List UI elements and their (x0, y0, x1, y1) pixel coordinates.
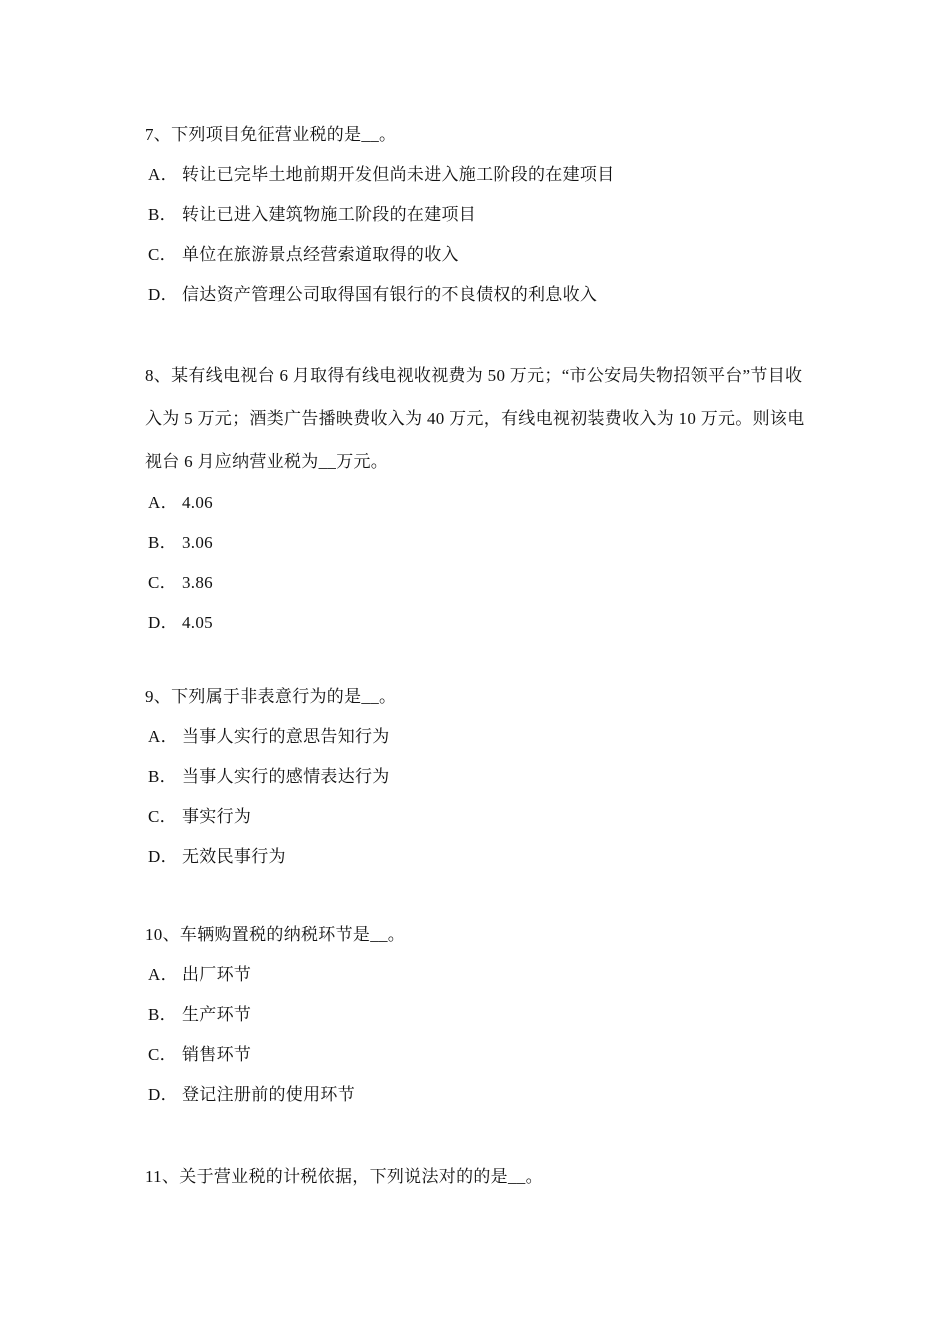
option-d (145, 275, 815, 315)
option-text: 登记注册前的使用环节 (182, 1085, 355, 1104)
question-8 (145, 354, 815, 643)
option-list (145, 955, 815, 1115)
option-text: 3.06 (182, 533, 213, 552)
question-10 (145, 915, 815, 1115)
option-a (145, 155, 815, 195)
option-text: 事实行为 (182, 807, 252, 826)
option-letter: A． (148, 965, 178, 984)
option-letter: C． (148, 573, 177, 592)
option-d (145, 603, 815, 643)
option-letter: D． (148, 285, 178, 304)
option-d (145, 837, 815, 877)
option-a (145, 717, 815, 757)
option-letter: B． (148, 205, 177, 224)
option-text: 无效民事行为 (182, 847, 286, 866)
option-b (145, 995, 815, 1035)
option-text: 出厂环节 (182, 965, 252, 984)
question-stem: 10、车辆购置税的纳税环节是__。 (145, 925, 406, 944)
option-c (145, 235, 815, 275)
option-text: 单位在旅游景点经营索道取得的收入 (182, 245, 459, 264)
option-b (145, 195, 815, 235)
option-letter: C． (148, 245, 177, 264)
option-c (145, 797, 815, 837)
option-b (145, 523, 815, 563)
option-letter: A． (148, 727, 178, 746)
option-letter: A． (148, 165, 178, 184)
option-letter: D． (148, 847, 178, 866)
option-letter: D． (148, 613, 178, 632)
option-letter: A． (148, 493, 178, 512)
option-text: 信达资产管理公司取得国有银行的不良债权的利息收入 (182, 285, 598, 304)
option-text: 销售环节 (182, 1045, 252, 1064)
option-letter: B． (148, 767, 177, 786)
option-list (145, 155, 815, 315)
option-text: 当事人实行的感情表达行为 (182, 767, 390, 786)
option-list (145, 717, 815, 877)
option-letter: C． (148, 807, 177, 826)
option-letter: D． (148, 1085, 178, 1104)
option-text: 3.86 (182, 573, 213, 592)
option-b (145, 757, 815, 797)
option-a (145, 955, 815, 995)
option-c (145, 563, 815, 603)
question-7 (145, 115, 815, 315)
option-d (145, 1075, 815, 1115)
option-text: 4.05 (182, 613, 213, 632)
option-letter: C． (148, 1045, 177, 1064)
question-stem: 9、下列属于非表意行为的是__。 (145, 687, 397, 706)
question-stem: 8、某有线电视台 6 月取得有线电视收视费为 50 万元；“市公安局失物招领平台”节目收入为 5 万元；酒类广告播映费收入为 40 万元，有线电视初装费收入为 10 万元。则该电视台 6 月应纳营业税为__万元。 (145, 366, 805, 471)
option-letter: B． (148, 533, 177, 552)
option-letter: B． (148, 1005, 177, 1024)
option-c (145, 1035, 815, 1075)
option-text: 转让已进入建筑物施工阶段的在建项目 (182, 205, 477, 224)
question-stem: 11、关于营业税的计税依据，下列说法对的的是__。 (145, 1167, 543, 1186)
option-a (145, 483, 815, 523)
option-text: 转让已完毕土地前期开发但尚未进入施工阶段的在建项目 (182, 165, 615, 184)
option-text: 生产环节 (182, 1005, 252, 1024)
option-text: 4.06 (182, 493, 213, 512)
question-9 (145, 677, 815, 877)
option-text: 当事人实行的意思告知行为 (182, 727, 390, 746)
question-stem: 7、下列项目免征营业税的是__。 (145, 125, 397, 144)
option-list (145, 483, 815, 643)
question-11 (145, 1157, 815, 1197)
